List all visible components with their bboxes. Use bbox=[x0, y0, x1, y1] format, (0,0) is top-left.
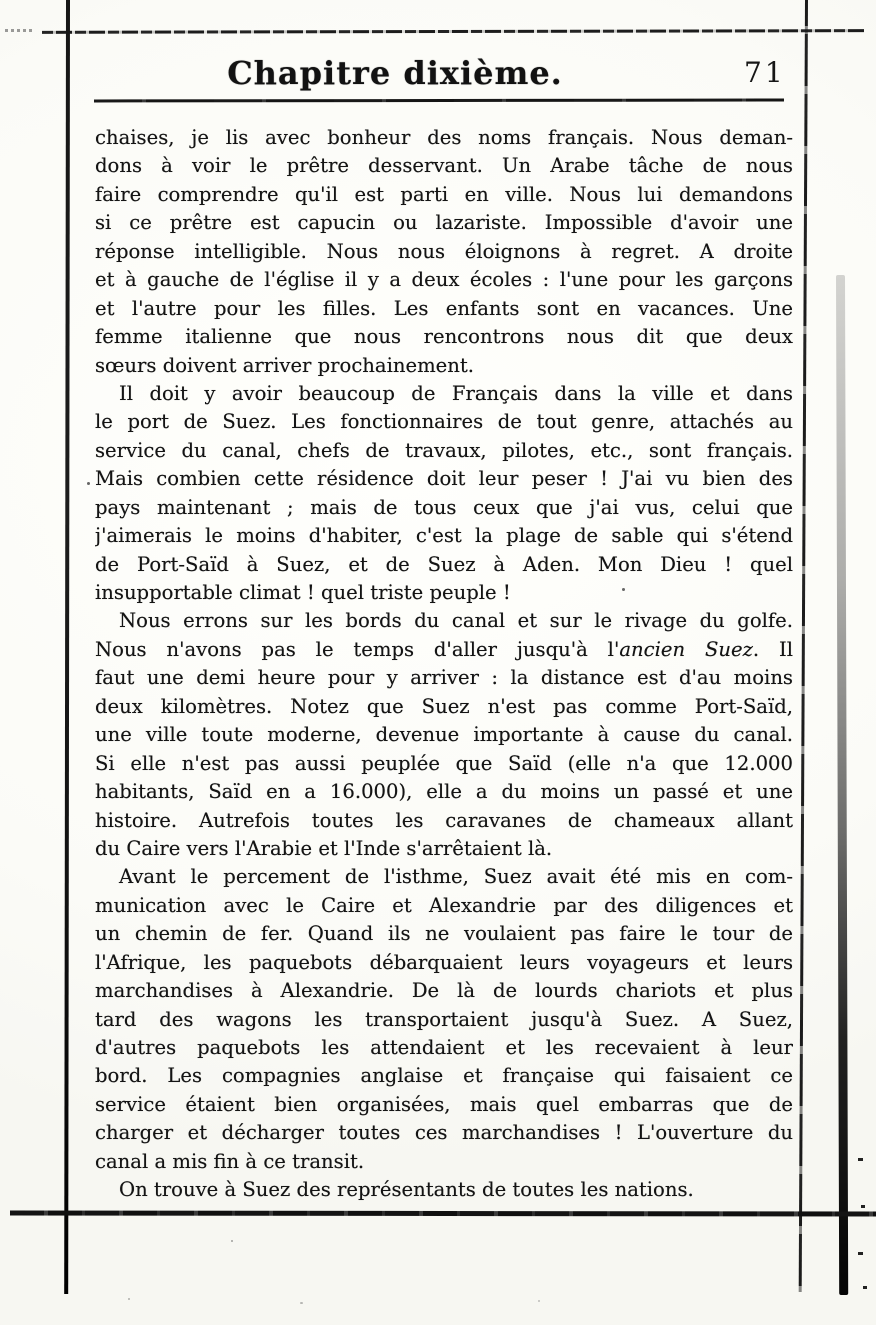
text-line: l'Afrique, les paquebots débarquaient leurs voyageurs et leurs bbox=[95, 950, 793, 974]
text-line: Avant le percement de l'isthme, Suez avait été mis en com- bbox=[119, 865, 793, 889]
text-line: et l'autre pour les filles. Les enfants sont en vacances. Une bbox=[95, 296, 793, 320]
scan-fleck-top-left bbox=[5, 29, 35, 32]
text-line: un chemin de fer. Quand ils ne voulaient pas faire le tour de bbox=[95, 922, 793, 946]
text-line: et à gauche de l'église il y a deux écoles : l'une pour les garçons bbox=[95, 268, 793, 292]
scan-speck bbox=[128, 1298, 130, 1300]
page-border-top bbox=[42, 29, 864, 34]
page-border-right-inner bbox=[799, 0, 808, 1292]
text-line: faut une demi heure pour y arriver : la distance est d'au moins bbox=[95, 666, 793, 690]
text-line: du Caire vers l'Arabie et l'Inde s'arrêtaient là. bbox=[95, 836, 553, 860]
text-line: chaises, je lis avec bonheur des noms français. Nous deman- bbox=[95, 126, 793, 149]
page-number: 71 bbox=[744, 56, 786, 89]
text-line: munication avec le Caire et Alexandrie par des diligences et bbox=[95, 893, 793, 917]
body-text-column bbox=[95, 124, 793, 1205]
text-line: deux kilomètres. Notez que Suez n'est pas comme Port-Saïd, bbox=[95, 694, 793, 718]
text-line: service du canal, chefs de travaux, pilotes, etc., sont français. bbox=[95, 438, 793, 462]
scan-speck bbox=[231, 1240, 233, 1242]
text-line: marchandises à Alexandrie. De là de lourds chariots et plus bbox=[95, 979, 793, 1003]
text-line: d'autres paquebots les attendaient et les recevaient à leur bbox=[95, 1036, 793, 1059]
page-border-bottom bbox=[10, 1211, 876, 1217]
scan-speck bbox=[538, 1300, 540, 1302]
text-line: canal a mis fin à ce transit. bbox=[95, 1149, 365, 1173]
text-line: On trouve à Suez des représentants de toutes les nations. bbox=[119, 1178, 694, 1202]
text-line: insupportable climat ! quel triste peuple ! bbox=[95, 581, 511, 604]
text-line: Il doit y avoir beaucoup de Français dans la ville et dans bbox=[119, 381, 793, 405]
italic-phrase: ancien Suez bbox=[619, 637, 753, 661]
text-line: bord. Les compagnies anglaise et française qui faisaient ce bbox=[95, 1064, 793, 1088]
scan-speck bbox=[300, 1302, 303, 1304]
page-border-left bbox=[64, 0, 70, 1294]
text-line: Nous errons sur les bords du canal et sur le rivage du golfe. bbox=[119, 609, 793, 633]
header-rule bbox=[94, 99, 784, 103]
text-line: j'aimerais le moins d'habiter, c'est la plage de sable qui s'étend bbox=[95, 524, 793, 548]
scan-artifact bbox=[858, 1158, 863, 1161]
text-line: Mais combien cette résidence doit leur peser ! J'ai vu bien des bbox=[95, 467, 793, 491]
text-line: de Port-Saïd à Suez, et de Suez à Aden. Mon Dieu ! quel bbox=[95, 552, 793, 576]
text-line: dons à voir le prêtre desservant. Un Arabe tâche de nous bbox=[95, 154, 793, 178]
scan-artifact bbox=[863, 1286, 867, 1289]
chapter-heading: Chapitre dixième. bbox=[227, 54, 563, 92]
text-line: service étaient bien organisées, mais quel embarras que de bbox=[95, 1092, 793, 1116]
text-line: Si elle n'est pas aussi peuplée que Saïd (elle n'a que 12.000 bbox=[95, 751, 793, 775]
text-line: sœurs doivent arriver prochainement. bbox=[95, 353, 474, 377]
text-line: faire comprendre qu'il est parti en ville. Nous lui demandons bbox=[95, 182, 793, 206]
scan-artifact bbox=[858, 1252, 863, 1255]
text-line: pays maintenant ; mais de tous ceux que j'ai vus, celui que bbox=[95, 495, 793, 519]
text-line: habitants, Saïd en a 16.000), elle a du moins un passé et une bbox=[95, 780, 793, 804]
scan-gutter-shadow bbox=[836, 275, 848, 1295]
text-line: histoire. Autrefois toutes les caravanes de chameaux allant bbox=[95, 808, 793, 832]
scan-artifact bbox=[861, 1205, 865, 1208]
text-line: femme italienne que nous rencontrons nous dit que deux bbox=[95, 325, 793, 349]
text-line: réponse intelligible. Nous nous éloignons à regret. A droite bbox=[95, 239, 793, 263]
text-line: si ce prêtre est capucin ou lazariste. Impossible d'avoir une bbox=[95, 211, 793, 235]
text-line: Nous n'avons pas le temps d'aller jusqu'à l'ancien Suez. Il bbox=[95, 637, 793, 661]
text-line: charger et décharger toutes ces marchandises ! L'ouverture du bbox=[95, 1121, 793, 1145]
text-line: le port de Suez. Les fonctionnaires de tout genre, attachés au bbox=[95, 410, 793, 434]
text-line: tard des wagons les transportaient jusqu'à Suez. A Suez, bbox=[95, 1007, 793, 1031]
text-line: une ville toute moderne, devenue importante à cause du canal. bbox=[95, 723, 793, 747]
scan-speck bbox=[87, 482, 90, 485]
